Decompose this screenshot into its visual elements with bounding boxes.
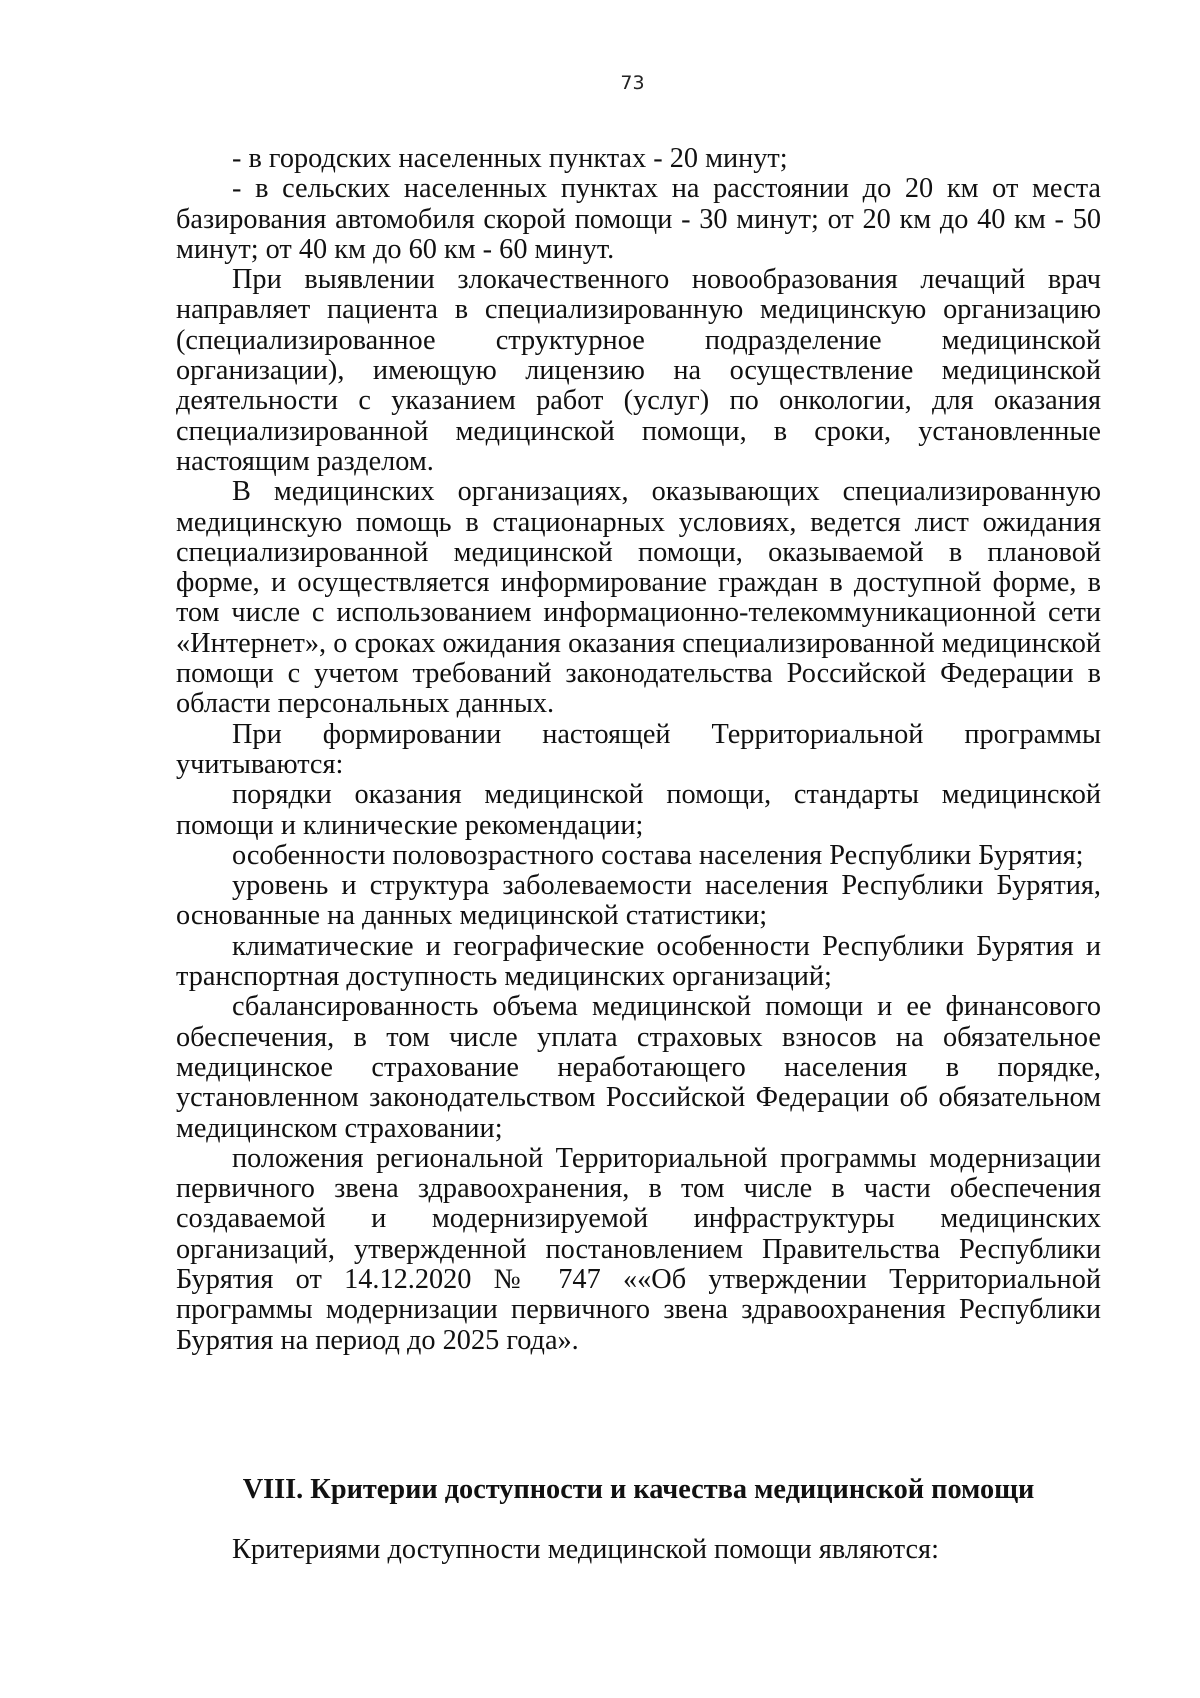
paragraph-rural-time: - в сельских населенных пунктах на расстоянии до 20 км от места базирования автомобиля скорой помощи - 30 минут; от 20 км до 40 км - 50 минут; от 40 км до 60 км - 60 минут. — [176, 173, 1101, 265]
paragraph-geography: климатические и географические особенности Республики Бурятия и транспортная доступность медицинских организаций; — [176, 930, 1101, 993]
paragraph-urban-time: - в городских населенных пунктах - 20 минут; — [232, 143, 788, 174]
paragraph-program-factors-intro: При формировании настоящей Территориальной программы учитываются: — [176, 718, 1101, 780]
paragraph-population-structure: особенности половозрастного состава населения Республики Бурятия; — [232, 839, 1084, 871]
paragraph-morbidity: уровень и структура заболеваемости населения Республики Бурятия, основанные на данных медицинской статистики; — [176, 870, 1101, 932]
section-heading: VIII. Критерии доступности и качества медицинской помощи — [242, 1474, 1035, 1505]
paragraph-modernization-program: положения региональной Территориальной программы модернизации первичного звена здравоохранения, в том числе в части обеспечения создаваемой и модернизируемой инфраструктуры медицинских организаций, утвержденной постановлением Правительства Республики Бурятия от 14.12.2020 № 747 ««Об утверждении Территориальной программы модернизации первичного звена здравоохранения Республики Бурятия на период до 2025 года». — [176, 1142, 1101, 1356]
paragraph-waiting-list: В медицинских организациях, оказывающих специализированную медицинскую помощь в стационарных условиях, ведется лист ожидания специализированной медицинской помощи, оказываемой в плановой форме, и осуществляется информирование граждан в доступной форме, в том числе с использованием информационно-телекоммуникационной сети «Интернет», о сроках ожидания оказания специализированной медицинской помощи с учетом требований законодательства Российской Федерации в области персональных данных. — [176, 476, 1101, 720]
paragraph-care-standards: порядки оказания медицинской помощи, стандарты медицинской помощи и клинические рекомендации; — [176, 779, 1101, 841]
body-text — [176, 144, 1101, 1356]
closing-line: Критериями доступности медицинской помощи являются: — [232, 1534, 939, 1565]
paragraph-financial-balance: сбалансированность объема медицинской помощи и ее финансового обеспечения, в том числе уплата страховых взносов на обязательное медицинское страхование неработающего населения в порядке, установленном законодательством Российской Федерации об обязательном медицинском страховании; — [176, 991, 1101, 1144]
paragraph-oncology-referral: При выявлении злокачественного новообразования лечащий врач направляет пациента в специализированную медицинскую организацию (специализированное структурное подразделение медицинской организации), имеющую лицензию на осуществление медицинской деятельности с указанием работ (услуг) по онкологии, для оказания специализированной медицинской помощи, в сроки, установленные настоящим разделом. — [176, 264, 1101, 477]
page-number: 73 — [620, 72, 645, 94]
